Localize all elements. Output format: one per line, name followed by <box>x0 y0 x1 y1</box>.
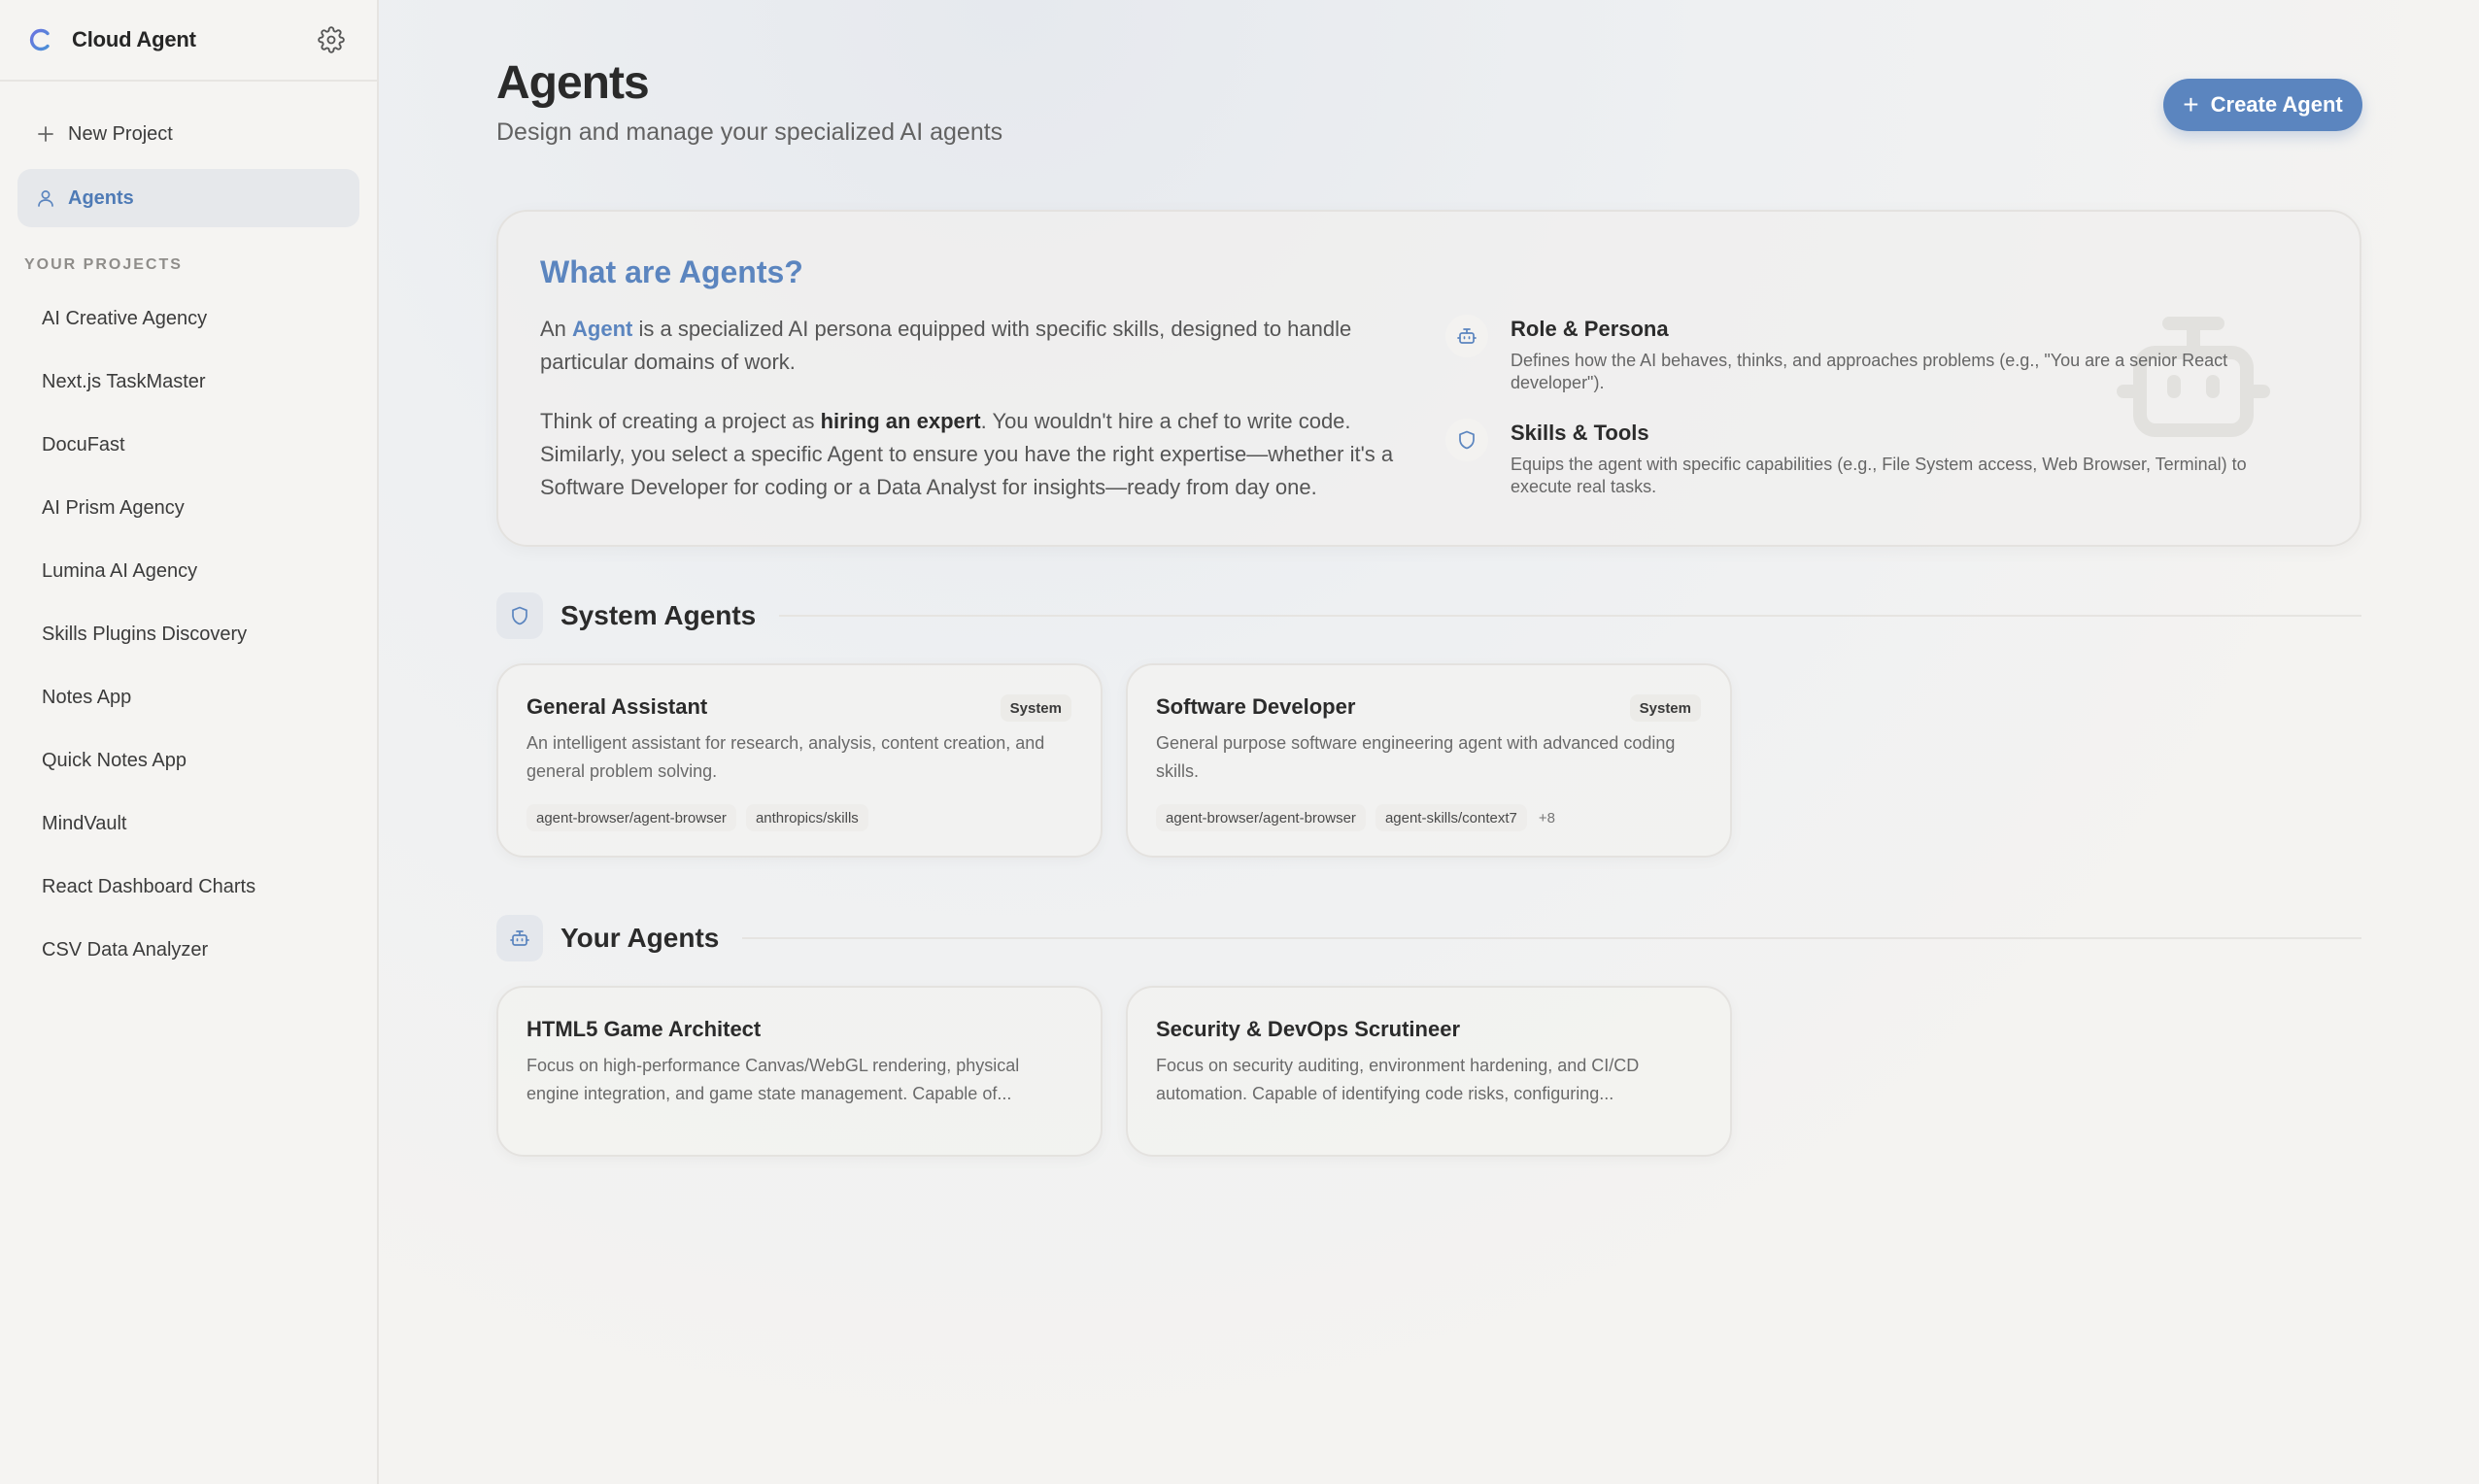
agent-title: Software Developer <box>1156 694 1356 719</box>
projects-section-label: YOUR PROJECTS <box>24 256 183 273</box>
skill-tag: agent-browser/agent-browser <box>526 804 736 831</box>
project-item[interactable]: Quick Notes App <box>42 750 187 771</box>
agent-title: General Assistant <box>526 694 708 719</box>
info-p1-rest: is a specialized AI persona equipped with specific skills, designed to handle particular domains of work. <box>540 317 1352 374</box>
more-tags-count: +8 <box>1538 809 1555 826</box>
agent-description: An intelligent assistant for research, analysis, content creation, and general problem solving. <box>526 733 1045 781</box>
robot-icon <box>1445 315 1488 357</box>
agent-skill-tags <box>1156 804 1555 831</box>
nav-new-project-label: New Project <box>68 122 173 145</box>
info-paragraph-1 <box>540 313 1414 379</box>
settings-gear-icon[interactable] <box>317 25 346 54</box>
project-item[interactable]: DocuFast <box>42 434 125 455</box>
plus-icon <box>35 123 56 145</box>
info-p2-rest: . You wouldn't hire a chef to write code. Similarly, you select a specific Agent to ensure you have the right expertise—whether it's a Software Developer for coding or a Data Analyst for insights—ready from day one. <box>540 409 1394 499</box>
sidebar <box>0 0 379 1484</box>
agent-description: Focus on security auditing, environment hardening, and CI/CD automation. Capable of identifying code risks, configuring... <box>1156 1056 1640 1103</box>
agent-description: Focus on high-performance Canvas/WebGL rendering, physical engine integration, and game state management. Capable of... <box>526 1056 1020 1103</box>
section-divider <box>779 615 2361 617</box>
shield-icon <box>1445 419 1488 461</box>
your-agents-header <box>496 915 2361 961</box>
project-item[interactable]: AI Prism Agency <box>42 497 185 519</box>
project-item[interactable]: Skills Plugins Discovery <box>42 624 248 645</box>
feature-title: Role & Persona <box>1511 317 1669 341</box>
project-item[interactable]: AI Creative Agency <box>42 308 208 329</box>
robot-icon <box>496 915 543 961</box>
sidebar-nav <box>0 82 377 227</box>
cloud-agent-logo-icon <box>27 26 54 53</box>
system-agents-header <box>496 592 2361 639</box>
app-name: Cloud Agent <box>72 27 196 51</box>
create-agent-button[interactable] <box>2163 79 2362 131</box>
create-agent-label: Create Agent <box>2210 92 2343 117</box>
sidebar-header <box>0 0 377 82</box>
system-badge: System <box>1630 694 1701 722</box>
agent-card-software-developer[interactable] <box>1126 663 1732 858</box>
agent-card-security-devops[interactable] <box>1126 986 1732 1157</box>
agent-title: Security & DevOps Scrutineer <box>1156 1017 1461 1041</box>
nav-agents[interactable] <box>17 169 359 227</box>
feature-role-persona <box>1445 315 2300 402</box>
main-content <box>379 0 2479 1484</box>
nav-new-project[interactable] <box>17 105 359 163</box>
info-title: What are Agents? <box>540 254 803 289</box>
page-subtitle: Design and manage your specialized AI agents <box>496 118 1003 146</box>
feature-skills-tools <box>1445 419 2300 506</box>
info-p2-bold: hiring an expert <box>820 409 981 433</box>
project-item[interactable]: React Dashboard Charts <box>42 876 256 897</box>
system-badge: System <box>1001 694 1071 722</box>
agent-title: HTML5 Game Architect <box>526 1017 762 1041</box>
project-item[interactable]: Lumina AI Agency <box>42 560 198 582</box>
project-item[interactable]: Next.js TaskMaster <box>42 371 206 392</box>
section-title: Your Agents <box>560 923 720 953</box>
project-item[interactable]: MindVault <box>42 813 127 834</box>
plus-icon: + <box>2183 89 2199 119</box>
feature-description: Defines how the AI behaves, thinks, and approaches problems (e.g., "You are a senior React developer"). <box>1511 351 2228 392</box>
info-p2-prefix: Think of creating a project as <box>540 409 821 433</box>
agent-card-html5-game-architect[interactable] <box>496 986 1103 1157</box>
project-item[interactable]: CSV Data Analyzer <box>42 939 209 961</box>
agent-highlight: Agent <box>572 317 633 341</box>
skill-tag: agent-browser/agent-browser <box>1156 804 1366 831</box>
agent-skill-tags <box>526 804 878 831</box>
section-divider <box>742 937 2361 939</box>
user-icon <box>35 187 56 209</box>
section-title: System Agents <box>560 600 757 630</box>
skill-tag: agent-skills/context7 <box>1375 804 1527 831</box>
info-p1-prefix: An <box>540 317 573 341</box>
project-item[interactable]: Notes App <box>42 687 132 708</box>
agent-card-general-assistant[interactable] <box>496 663 1103 858</box>
info-paragraph-2 <box>540 405 1414 504</box>
feature-title: Skills & Tools <box>1511 421 1649 445</box>
skill-tag: anthropics/skills <box>746 804 868 831</box>
nav-agents-label: Agents <box>68 186 134 209</box>
shield-icon <box>496 592 543 639</box>
page-title: Agents <box>496 57 649 109</box>
feature-description: Equips the agent with specific capabilities (e.g., File System access, Web Browser, Terminal) to execute real tasks. <box>1511 455 2247 496</box>
agent-description: General purpose software engineering agent with advanced coding skills. <box>1156 733 1676 781</box>
project-list <box>0 287 377 982</box>
what-are-agents-card <box>496 210 2361 547</box>
